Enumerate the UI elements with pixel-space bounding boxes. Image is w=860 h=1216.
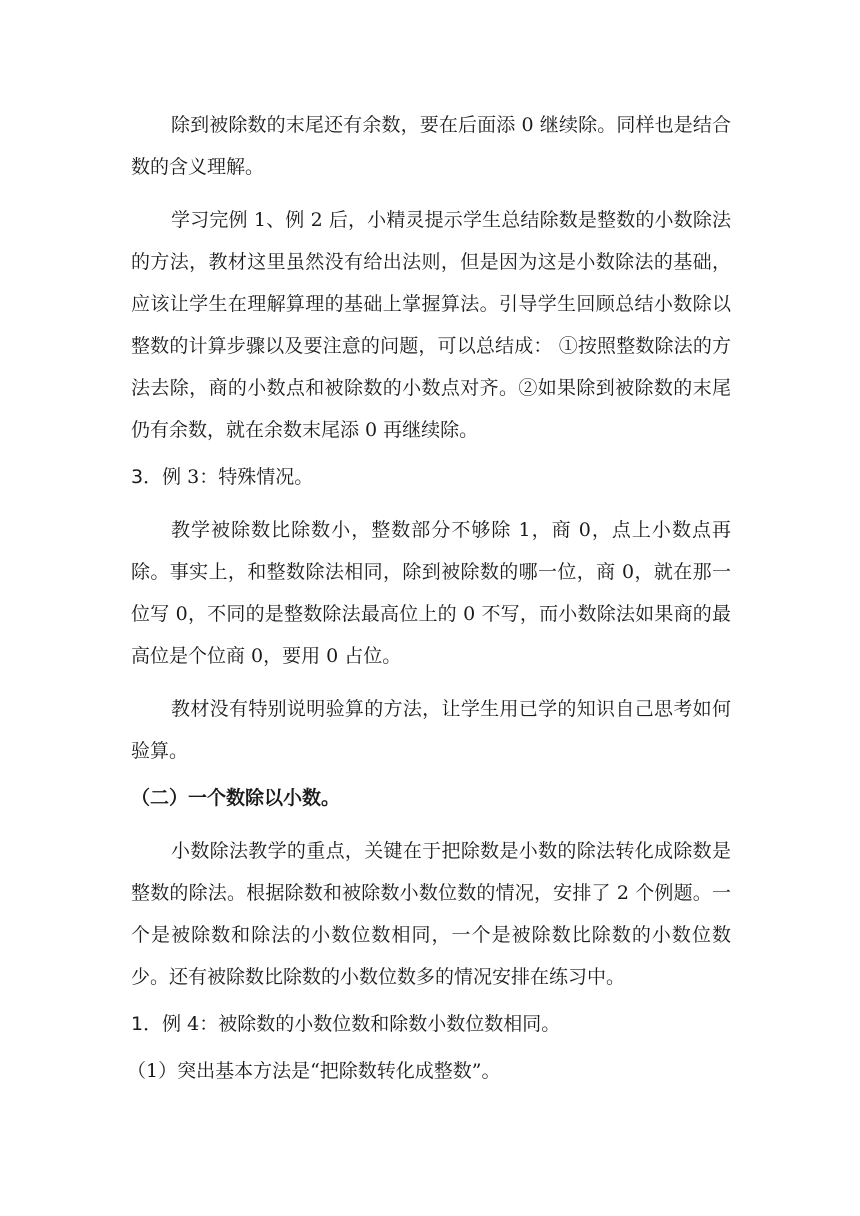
paragraph-summary-method: 学习完例 1、例 2 后，小精灵提示学生总结除数是整数的小数除法的方法，教材这里虽然没有给出法则，但是因为这是小数除法的基础，应该让学生在理解算理的基础上掌握算法。引导学生回顾总结小数除以整数的计算步骤以及要注意的问题，可以总结成： ①按照整数除法的方法去除，商的小数点和被除数的小数点对齐。②如果除到被除数的末尾仍有余数，就在余数末尾添 0 再继续除。 [131, 209, 731, 441]
paragraph-special-case: 教学被除数比除数小，整数部分不够除 1，商 0，点上小数点再除。事实上，和整数除法相同，除到被除数的哪一位，商 0，就在那一位写 0，不同的是整数除法最高位上的 0 不写，而小数除法如果商的最高位是个位商 0，要用 0 占位。 [131, 519, 731, 667]
paragraph-remainder: 除到被除数的末尾还有余数，要在后面添 0 继续除。同样也是结合数的含义理解。 [131, 114, 731, 178]
heading-number: 1． [131, 1013, 163, 1035]
heading-text: 例 4：被除数的小数位数和除数小数位数相同。 [162, 1013, 561, 1035]
heading-number: 3． [131, 466, 163, 488]
heading-example-3 [131, 456, 731, 498]
heading-text: 例 3：特殊情况。 [162, 466, 314, 488]
document-body [127, 104, 731, 1092]
heading-example-4 [131, 1003, 731, 1045]
paragraph-verification: 教材没有特别说明验算的方法，让学生用已学的知识自己思考如何验算。 [131, 698, 731, 762]
section-heading-divide-by-decimal: （二）一个数除以小数。 [131, 787, 341, 809]
paragraph-key-point: 小数除法教学的重点，关键在于把除数是小数的除法转化成除数是整数的除法。根据除数和被除数小数位数的情况，安排了 2 个例题。一个是被除数和除法的小数位数相同，一个是被除数比除数的小数位数少。还有被除数比除数的小数位数多的情况安排在练习中。 [131, 840, 731, 988]
subheading-basic-method: （1）突出基本方法是“把除数转化成整数”。 [127, 1060, 501, 1082]
